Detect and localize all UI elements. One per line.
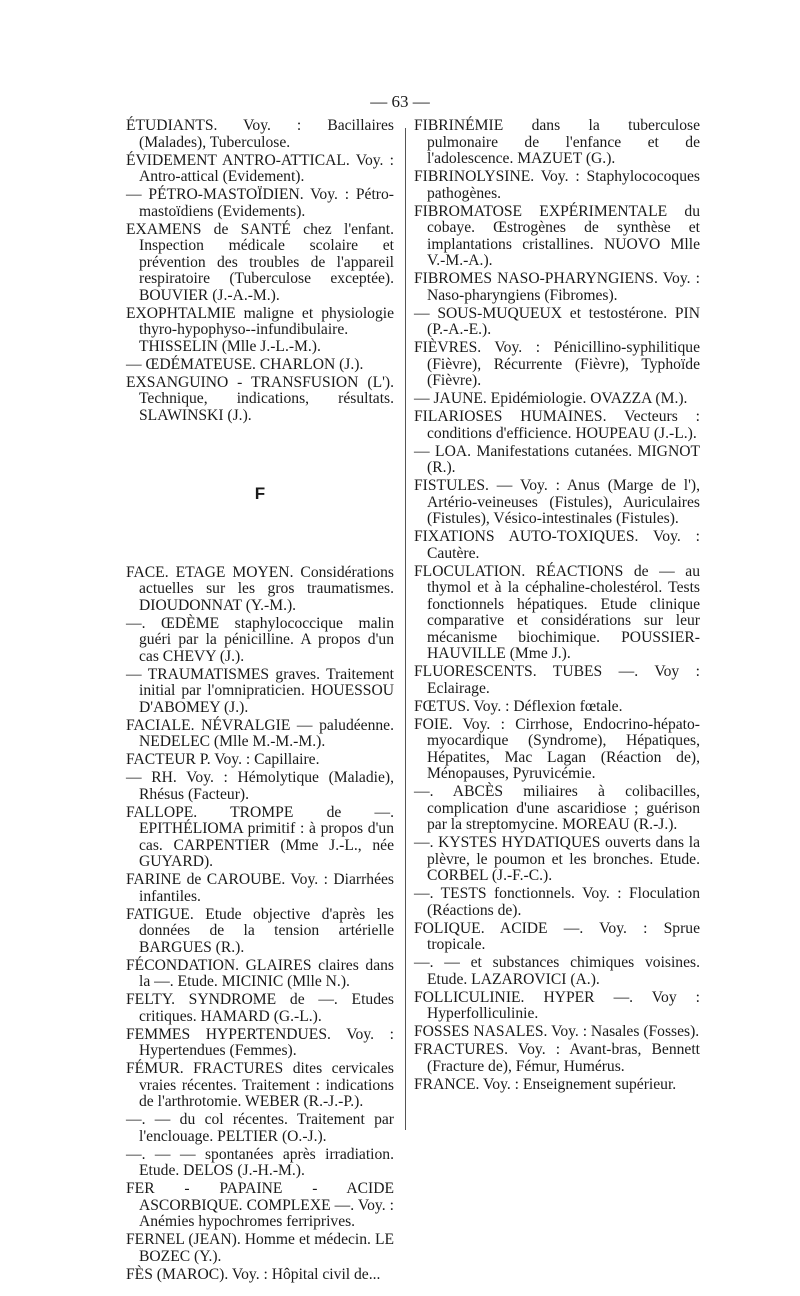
right-column	[414, 118, 700, 1095]
index-entry: FOLLICULINIE. HYPER —. Voy : Hyperfolliculinie.	[414, 988, 700, 1022]
index-entry: FŒTUS. Voy. : Déflexion fœtale.	[414, 697, 623, 715]
index-entry: FOLIQUE. ACIDE —. Voy. : Sprue tropicale.	[414, 919, 700, 953]
index-entry: —. ABCÈS miliaires à colibacilles, complication d'une ascaridiose ; guérison par la streptomycine. MOREAU (R.-J.).	[414, 783, 700, 833]
index-entry: FER - PAPAINE - ACIDE ASCORBIQUE. COMPLEXE —. Voy. : Anémies hypochromes ferriprives.	[126, 1180, 394, 1230]
index-entry: FILARIOSES HUMAINES. Vecteurs : conditions d'efficience. HOUPEAU (J.-L.).	[414, 408, 700, 442]
index-entry: FATIGUE. Etude objective d'après les données de la tension artérielle BARGUES (R.).	[126, 905, 394, 956]
index-entry: —. — et substances chimiques voisines. Etude. LAZAROVICI (A.).	[414, 954, 700, 988]
index-entry: —. KYSTES HYDATIQUES ouverts dans la plèvre, le poumon et les bronches. Etude. CORBEL (J.-F.-C.).	[414, 834, 700, 884]
index-entry: — SOUS-MUQUEUX et testostérone. PIN (P.-A.-E.).	[414, 304, 700, 338]
index-entry: FERNEL (JEAN). Homme et médecin. LE BOZEC (Y.).	[126, 1231, 394, 1265]
index-entry: —. — du col récentes. Traitement par l'enclouage. PELTIER (O.-J.).	[126, 1111, 394, 1145]
index-entry: FARINE de CAROUBE. Voy. : Diarrhées infantiles.	[126, 871, 394, 905]
index-entry: FIBRINÉMIE dans la tuberculose pulmonaire de l'enfance et de l'adolescence. MAZUET (G.).	[414, 117, 700, 167]
index-entry: —. TESTS fonctionnels. Voy. : Floculation (Réactions de).	[414, 885, 700, 919]
index-entry: FOIE. Voy. : Cirrhose, Endocrino-hépato-myocardique (Syndrome), Hépatiques, Hépatites, Mac Lagan (Réaction de), Ménopauses, Pyruvicémie.	[414, 715, 700, 782]
index-entry: FRACTURES. Voy. : Avant-bras, Bennett (Fracture de), Fémur, Humérus.	[414, 1041, 700, 1075]
index-entry: — TRAUMATISMES graves. Traitement initial par l'omnipraticien. HOUESSOU D'ABOMEY (J.).	[126, 665, 394, 716]
index-entry: FLUORESCENTS. TUBES —. Voy : Eclairage.	[414, 663, 700, 697]
index-entry: EXSANGUINO - TRANSFUSION (L'). Technique, indications, résultats. SLAWINSKI (J.).	[126, 373, 394, 424]
index-entry: — ŒDÉMATEUSE. CHARLON (J.).	[126, 355, 364, 373]
left-top-entries	[126, 118, 394, 424]
index-entry: FLOCULATION. RÉACTIONS de — au thymol et à la céphaline-cholestérol. Tests fonctionnels hépatiques. Etude clinique comparative et considérations sur leur mécanisme biochimique. POUSSIER-HAUVILLE (Mme J.).	[414, 562, 700, 662]
index-entry: — JAUNE. Epidémiologie. OVAZZA (M.).	[414, 390, 688, 407]
index-entry: —. — — spontanées après irradiation. Etude. DELOS (J.-H.-M.).	[126, 1145, 394, 1179]
index-entry: FIXATIONS AUTO-TOXIQUES. Voy. : Cautère.	[414, 528, 700, 562]
index-entry: FEMMES HYPERTENDUES. Voy. : Hypertendues (Femmes).	[126, 1025, 394, 1059]
index-entry: FACE. ETAGE MOYEN. Considérations actuelles sur les gros traumatismes. DIOUDONNAT (Y.-M.).	[126, 563, 394, 614]
index-entry: FÉMUR. FRACTURES dites cervicales vraies récentes. Traitement : indications de l'arthrotomie. WEBER (R.-J.-P.).	[126, 1060, 394, 1110]
left-bottom-entries	[126, 565, 394, 1284]
left-column	[126, 118, 394, 1285]
index-entry: — PÉTRO-MASTOÏDIEN. Voy. : Pétro-mastoïdiens (Evidements).	[126, 186, 394, 220]
index-entry: EXAMENS de SANTÉ chez l'enfant. Inspection médicale scolaire et prévention des troubles de l'appareil respiratoire (Tuberculose exceptée). BOUVIER (J.-A.-M.).	[126, 220, 394, 304]
index-entry: FIBROMATOSE EXPÉRIMENTALE du cobaye. Œstrogènes de synthèse et implantations cristallines. NUOVO Mlle V.-M.-A.).	[414, 202, 700, 269]
index-entry: FOSSES NASALES. Voy. : Nasales (Fosses).	[414, 1023, 700, 1040]
section-letter: F	[254, 484, 266, 503]
index-entry: ÉVIDEMENT ANTRO-ATTICAL. Voy. : Antro-attical (Evidement).	[126, 151, 394, 185]
index-entry: FELTY. SYNDROME de —. Etudes critiques. HAMARD (G.-L.).	[126, 991, 394, 1025]
index-entry: ÉTUDIANTS. Voy. : Bacillaires (Malades), Tuberculose.	[126, 117, 394, 151]
index-entry: FÈS (MAROC). Voy. : Hôpital civil de...	[126, 1265, 381, 1283]
index-entry: FIBRINOLYSINE. Voy. : Staphylococoques pathogènes.	[414, 168, 700, 202]
index-entry: EXOPHTALMIE maligne et physiologie thyro-hypophyso--infundibulaire. THISSELIN (Mlle J.-L.-M.).	[126, 304, 394, 355]
index-entry: — RH. Voy. : Hémolytique (Maladie), Rhésus (Facteur).	[126, 769, 394, 803]
index-entry: FIÈVRES. Voy. : Pénicillino-syphilitique (Fièvre), Récurrente (Fièvre), Typhoïde (Fièvre).	[414, 339, 700, 389]
page-number: — 63 —	[370, 92, 430, 111]
index-entry: FÉCONDATION. GLAIRES claires dans la —. Etude. MICINIC (Mlle N.).	[126, 956, 394, 990]
index-entry: FALLOPE. TROMPE de —. EPITHÉLIOMA primitif : à propos d'un cas. CARPENTIER (Mme J.-L., née GUYARD).	[126, 803, 394, 870]
index-entry: FIBROMES NASO-PHARYNGIENS. Voy. : Naso-pharyngiens (Fibromes).	[414, 270, 700, 304]
index-entry: FRANCE. Voy. : Enseignement supérieur.	[414, 1075, 677, 1093]
column-divider	[405, 128, 406, 1130]
index-entry: — LOA. Manifestations cutanées. MIGNOT (R.).	[414, 442, 700, 476]
index-entry: FACIALE. NÉVRALGIE — paludéenne. NEDELEC (Mlle M.-M.-M.).	[126, 716, 394, 750]
index-entry: FACTEUR P. Voy. : Capillaire.	[126, 751, 320, 768]
index-entry: FISTULES. — Voy. : Anus (Marge de l'), Artério-veineuses (Fistules), Auriculaires (Fistules), Vésico-intestinales (Fistules).	[414, 477, 700, 527]
index-entry: —. ŒDÈME staphylococcique malin guéri par la pénicilline. A propos d'un cas CHEVY (J.).	[126, 614, 394, 665]
